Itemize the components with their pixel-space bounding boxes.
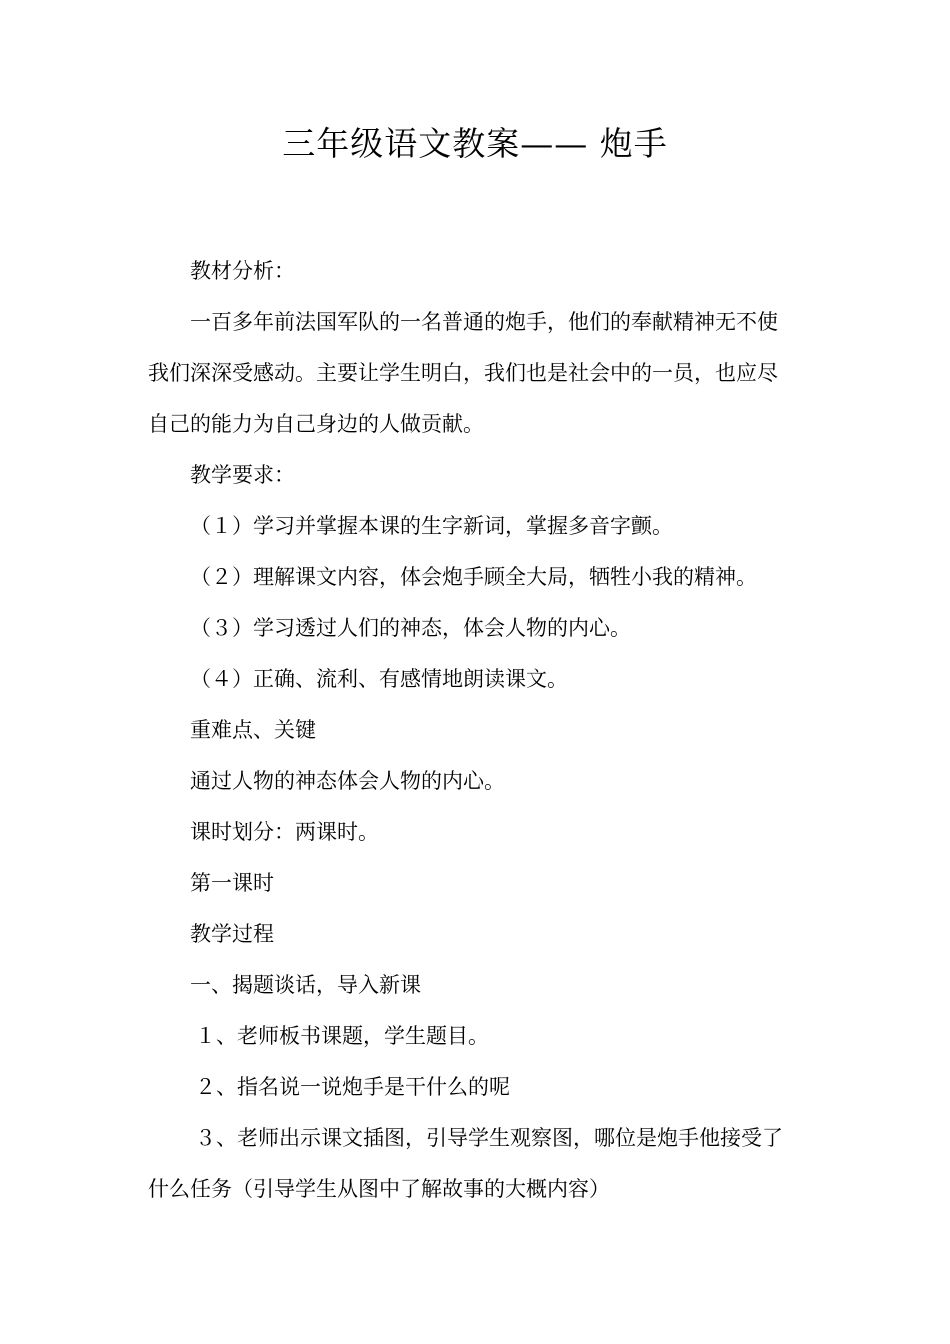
paragraph-material-analysis: 一百多年前法国军队的一名普通的炮手，他们的奉献精神无不使我们深深受感动。主要让学生明白，我们也是社会中的一员，也应尽自己的能力为自己身边的人做贡献。 bbox=[148, 310, 778, 436]
paragraph-key-points: 通过人物的神态体会人物的内心。 bbox=[190, 769, 505, 793]
requirement-item-2: （２）理解课文内容，体会炮手顾全大局，牺牲小我的精神。 bbox=[190, 565, 757, 589]
document-title: 三年级语文教案—— 炮手 bbox=[282, 124, 668, 163]
step-item-1: １、老师板书课题，学生题目。 bbox=[195, 1024, 489, 1048]
step-item-2: ２、指名说一说炮手是干什么的呢 bbox=[195, 1075, 510, 1099]
paragraph-class-division: 课时划分：两课时。 bbox=[190, 820, 379, 844]
requirement-item-3: （３）学习透过人们的神态，体会人物的内心。 bbox=[190, 616, 631, 640]
step-item-3: ３、老师出示课文插图，引导学生观察图，哪位是炮手他接受了什么任务（引导学生从图中了解故事的大概内容） bbox=[148, 1126, 783, 1201]
requirement-item-1: （１）学习并掌握本课的生字新词，掌握多音字颤。 bbox=[190, 514, 673, 538]
heading-material-analysis: 教材分析： bbox=[190, 259, 295, 283]
requirement-item-4: （４）正确、流利、有感情地朗读课文。 bbox=[190, 667, 568, 691]
document-body bbox=[148, 246, 798, 1215]
heading-teaching-process: 教学过程 bbox=[190, 922, 274, 946]
heading-first-lesson: 第一课时 bbox=[190, 871, 274, 895]
heading-step-one: 一、揭题谈话，导入新课 bbox=[190, 973, 421, 997]
heading-teaching-requirements: 教学要求： bbox=[190, 463, 295, 487]
heading-key-points: 重难点、关键 bbox=[190, 718, 316, 742]
